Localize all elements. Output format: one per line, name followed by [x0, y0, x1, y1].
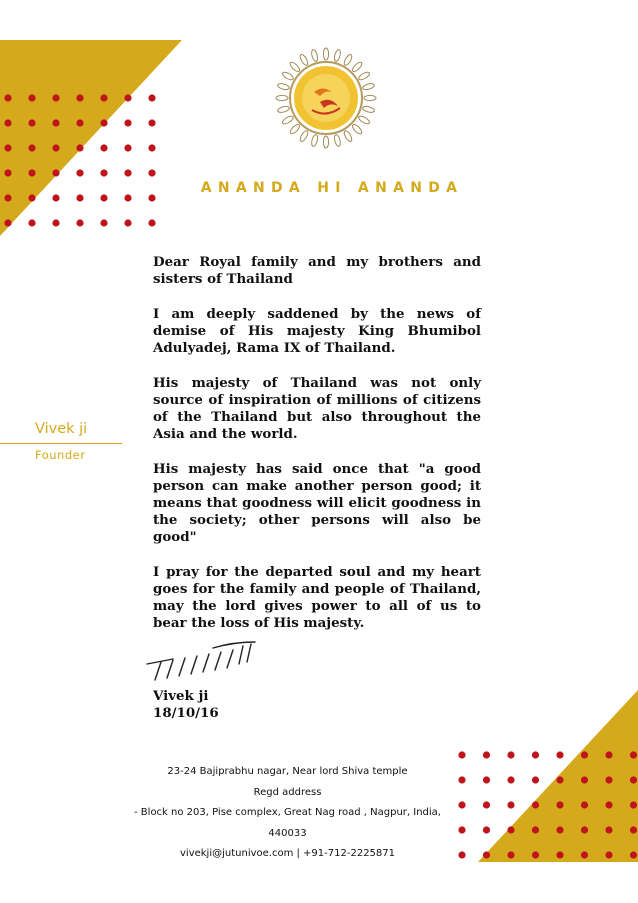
logo-petal — [323, 48, 328, 60]
dot-grid-top-left — [0, 88, 160, 233]
logo-petal — [299, 53, 310, 66]
decor-dot — [581, 826, 588, 833]
decor-dot — [556, 801, 563, 808]
logo-petal — [364, 95, 376, 100]
decor-dot — [4, 194, 11, 201]
decor-dot — [76, 169, 83, 176]
decor-dot — [52, 144, 59, 151]
decor-dot — [556, 776, 563, 783]
signature-date: 18/10/16 — [153, 705, 219, 721]
decor-dot — [76, 144, 83, 151]
logo-petal — [277, 105, 290, 113]
letter-paragraph: Dear Royal family and my brothers and sisters of Thailand — [153, 254, 481, 287]
logo-petal — [343, 53, 354, 66]
decor-dot — [148, 169, 155, 176]
logo-petal — [333, 134, 341, 147]
decor-dot — [100, 94, 107, 101]
letter-paragraph: His majesty of Thailand was not only source of inspiration of millions of citizens of the Thailand but also throughout the Asia and the world. — [153, 375, 481, 442]
decor-dot — [483, 751, 490, 758]
decor-dot — [4, 219, 11, 226]
decor-dot — [52, 219, 59, 226]
decor-dot — [556, 826, 563, 833]
decor-dot — [605, 801, 612, 808]
logo-petal — [311, 49, 319, 62]
decor-dot — [52, 119, 59, 126]
decor-dot — [76, 119, 83, 126]
decor-dot — [507, 776, 514, 783]
logo-petal — [362, 83, 375, 91]
decor-dot — [483, 826, 490, 833]
logo-petal — [351, 61, 363, 73]
letter-paragraph: I am deeply saddened by the news of demise of His majesty King Bhumibol Adulyadej, Rama IX of Thailand. — [153, 306, 481, 356]
decor-dot — [124, 194, 131, 201]
signature-name: Vivek ji — [153, 688, 209, 704]
decor-dot — [4, 119, 11, 126]
logo-petal — [343, 130, 354, 143]
decor-dot — [124, 219, 131, 226]
decor-dot — [507, 801, 514, 808]
decor-dot — [507, 751, 514, 758]
decor-dot — [605, 776, 612, 783]
logo-petal — [362, 105, 375, 113]
decor-dot — [100, 194, 107, 201]
decor-dot — [28, 194, 35, 201]
decor-dot — [52, 194, 59, 201]
decor-dot — [556, 751, 563, 758]
decor-dot — [28, 169, 35, 176]
decor-dot — [605, 751, 612, 758]
decor-dot — [483, 776, 490, 783]
decor-dot — [76, 219, 83, 226]
decor-dot — [28, 94, 35, 101]
logo-petal — [311, 134, 319, 147]
letter-paragraph: I pray for the departed soul and my heart goes for the family and people of Thailand, may the lord gives power to all of us to bear the loss of His majesty. — [153, 564, 481, 631]
decor-dot — [556, 851, 563, 858]
footer-line: - Block no 203, Pise complex, Great Nag road , Nagpur, India, — [134, 807, 441, 818]
decor-dot — [148, 94, 155, 101]
decor-dot — [581, 851, 588, 858]
decor-dot — [100, 219, 107, 226]
decor-dot — [4, 169, 11, 176]
logo-petal — [276, 95, 288, 100]
brand-title: ANANDA HI ANANDA — [200, 180, 464, 196]
logo-petal — [289, 61, 301, 73]
decor-dot — [28, 119, 35, 126]
logo-petal — [323, 136, 328, 148]
decor-dot — [605, 826, 612, 833]
decor-dot — [148, 144, 155, 151]
logo-petal — [289, 123, 301, 135]
decor-dot — [76, 194, 83, 201]
decor-dot — [100, 169, 107, 176]
sender-name: Vivek ji — [35, 421, 88, 437]
footer-line: Regd address — [253, 786, 322, 798]
decor-dot — [124, 119, 131, 126]
decor-dot — [76, 94, 83, 101]
decor-dot — [124, 169, 131, 176]
letter-paragraph: His majesty has said once that "a good person can make another person good; it means that goodness will elicit goodness in the society; other persons will also be good" — [153, 461, 481, 545]
decor-dot — [4, 94, 11, 101]
decor-dot — [605, 851, 612, 858]
decor-dot — [148, 119, 155, 126]
decor-dot — [532, 851, 539, 858]
decor-dot — [483, 801, 490, 808]
dot-grid-bottom-right — [452, 745, 638, 870]
decor-dot — [52, 169, 59, 176]
decor-dot — [532, 776, 539, 783]
letter-body — [153, 254, 481, 650]
logo-petal — [281, 115, 294, 126]
sender-divider — [0, 443, 122, 444]
decor-dot — [532, 826, 539, 833]
decor-dot — [100, 119, 107, 126]
decor-dot — [52, 94, 59, 101]
sender-role: Founder — [35, 448, 86, 462]
decor-dot — [630, 826, 637, 833]
decor-dot — [581, 751, 588, 758]
logo-petal — [333, 49, 341, 62]
ananda-logo-icon — [272, 44, 380, 152]
footer-line: 440033 — [268, 827, 307, 839]
decor-dot — [532, 751, 539, 758]
decor-dot — [4, 144, 11, 151]
decor-dot — [148, 219, 155, 226]
decor-dot — [124, 94, 131, 101]
footer-line: 23-24 Bajiprabhu nagar, Near lord Shiva temple — [167, 766, 408, 777]
footer-address — [110, 762, 465, 865]
decor-dot — [630, 751, 637, 758]
decor-dot — [630, 776, 637, 783]
decor-dot — [581, 776, 588, 783]
footer-contact: vivekji@jutunivoe.com | +91-712-2225871 — [180, 848, 395, 859]
decor-dot — [532, 801, 539, 808]
logo-petal — [299, 130, 310, 143]
decor-dot — [28, 144, 35, 151]
logo-petal — [358, 115, 371, 126]
decor-dot — [100, 144, 107, 151]
decor-dot — [148, 194, 155, 201]
decor-dot — [483, 851, 490, 858]
logo-petal — [277, 83, 290, 91]
decor-dot — [28, 219, 35, 226]
handwritten-signature — [143, 640, 263, 685]
decor-dot — [581, 801, 588, 808]
decor-dot — [507, 826, 514, 833]
logo-petal — [281, 71, 294, 82]
logo-petal — [351, 123, 363, 135]
decor-dot — [630, 801, 637, 808]
decor-dot — [124, 144, 131, 151]
logo-petal — [358, 71, 371, 82]
decor-dot — [630, 851, 637, 858]
decor-dot — [458, 751, 465, 758]
decor-dot — [507, 851, 514, 858]
